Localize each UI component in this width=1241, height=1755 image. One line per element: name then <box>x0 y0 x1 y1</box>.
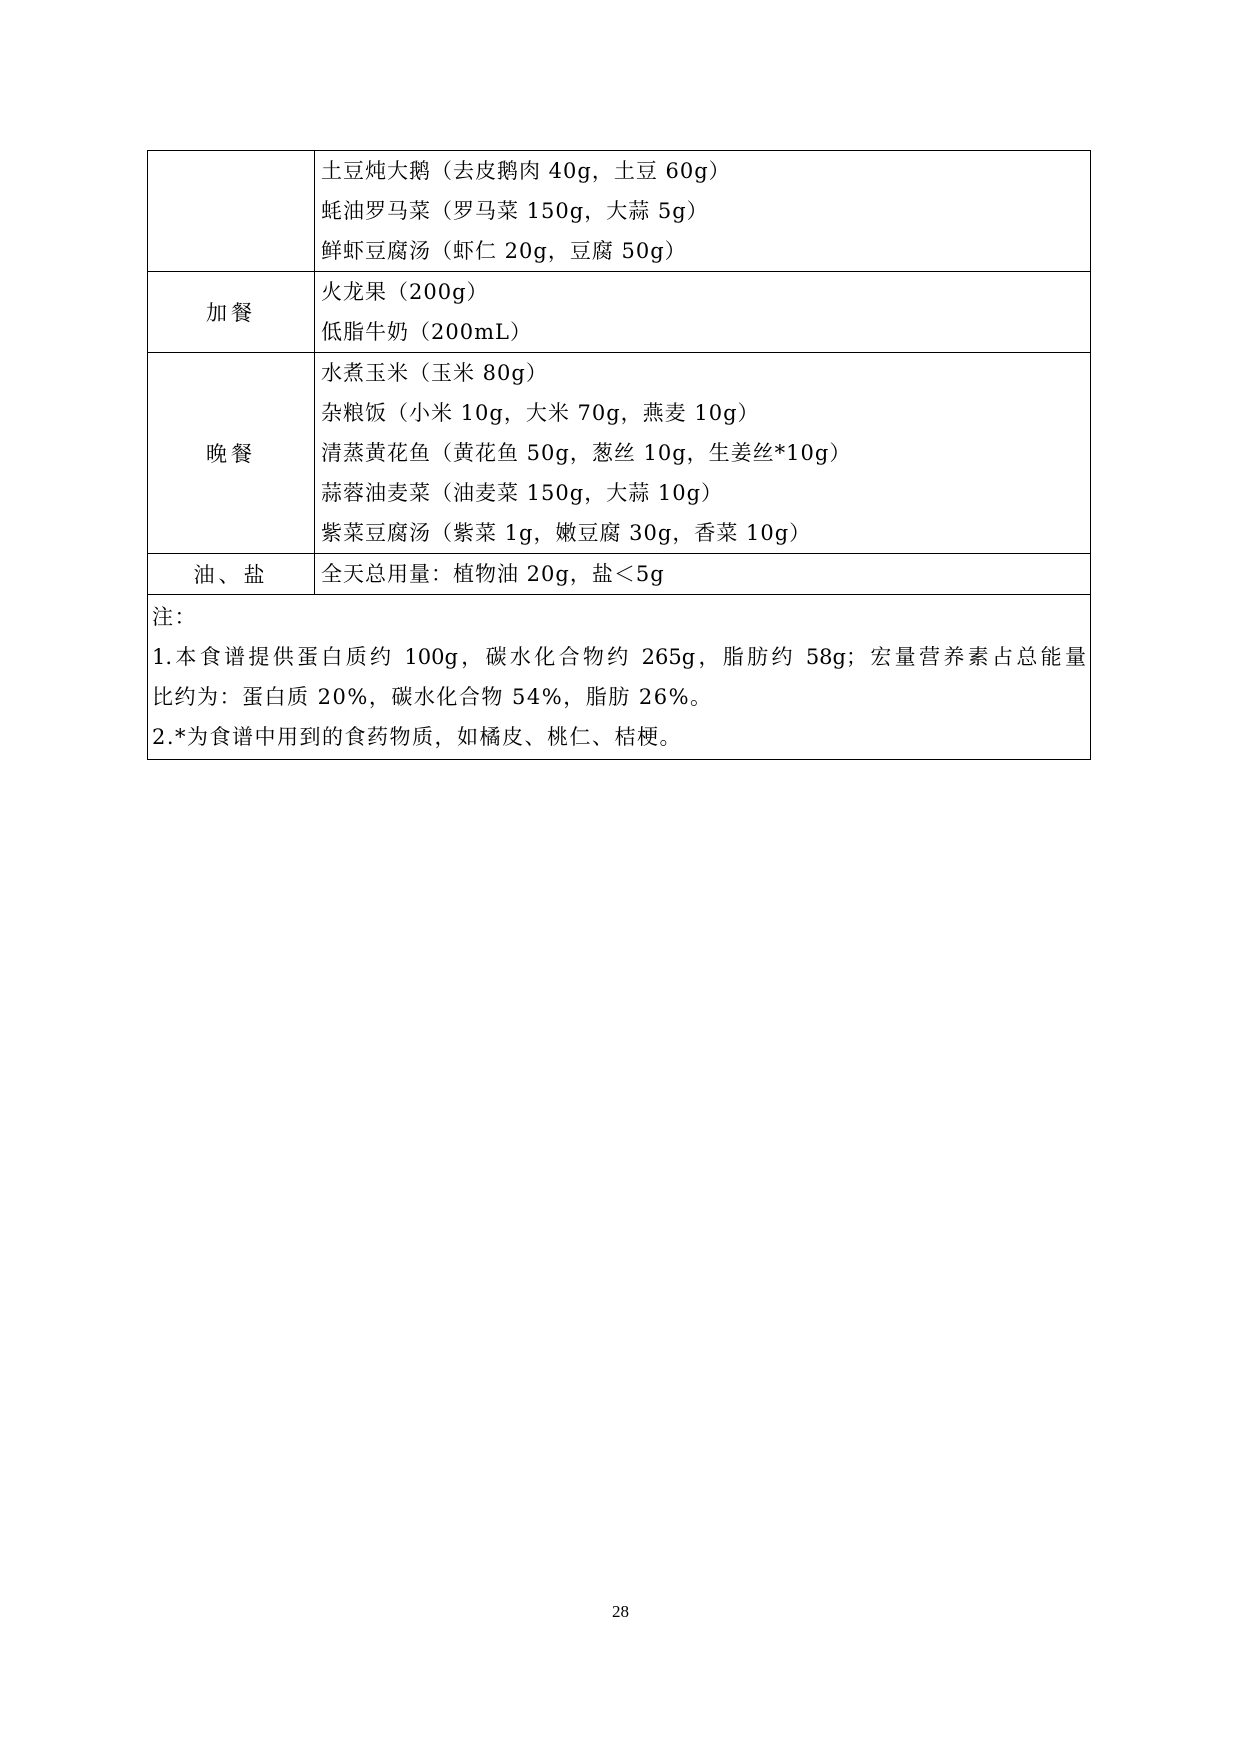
table-row-snack <box>148 272 1091 353</box>
dish-item: 低脂牛奶（200mL） <box>321 320 532 344</box>
dish-item: 蚝油罗马菜（罗马菜 150g，大蒜 5g） <box>321 199 709 223</box>
note-item-1: 1.本食谱提供蛋白质约 100g，碳水化合物约 265g，脂肪约 58g；宏量营养素占总能量 <box>152 645 1086 669</box>
table-row-oil-salt <box>148 554 1091 595</box>
dish-item: 清蒸黄花鱼（黄花鱼 50g，葱丝 10g，生姜丝*10g） <box>321 441 852 465</box>
meal-label: 油、盐 <box>193 563 269 587</box>
meal-items-cell <box>315 272 1091 353</box>
meal-items-cell <box>315 353 1091 554</box>
note-item-2: 2.*为食谱中用到的食药物质，如橘皮、桃仁、桔梗。 <box>152 725 683 749</box>
page-number: 28 <box>612 1602 629 1621</box>
dish-item: 水煮玉米（玉米 80g） <box>321 361 548 385</box>
meal-plan-table <box>147 150 1091 760</box>
notes-cell <box>148 595 1091 760</box>
table-row-lunch-continued <box>148 151 1091 272</box>
meal-label-cell <box>148 554 315 595</box>
meal-items-cell <box>315 151 1091 272</box>
notes-heading: 注： <box>152 605 197 629</box>
dish-item: 蒜蓉油麦菜（油麦菜 150g，大蒜 10g） <box>321 481 724 505</box>
note-item-1-continued: 比约为：蛋白质 20%，碳水化合物 54%，脂肪 26%。 <box>152 685 713 709</box>
table-row-notes <box>148 595 1091 760</box>
meal-items-cell <box>315 554 1091 595</box>
dish-item: 全天总用量：植物油 20g，盐＜5g <box>321 562 665 586</box>
dish-item: 火龙果（200g） <box>321 280 489 304</box>
meal-label-cell <box>148 272 315 353</box>
meal-label-cell <box>148 353 315 554</box>
dish-item: 土豆炖大鹅（去皮鹅肉 40g，土豆 60g） <box>321 159 731 183</box>
meal-label-cell <box>148 151 315 272</box>
dish-item: 杂粮饭（小米 10g，大米 70g，燕麦 10g） <box>321 401 760 425</box>
meal-label: 加餐 <box>206 301 256 325</box>
dish-item: 紫菜豆腐汤（紫菜 1g，嫩豆腐 30g，香菜 10g） <box>321 521 812 545</box>
dish-item: 鲜虾豆腐汤（虾仁 20g，豆腐 50g） <box>321 239 687 263</box>
meal-label: 晚餐 <box>206 442 256 466</box>
table-row-dinner <box>148 353 1091 554</box>
